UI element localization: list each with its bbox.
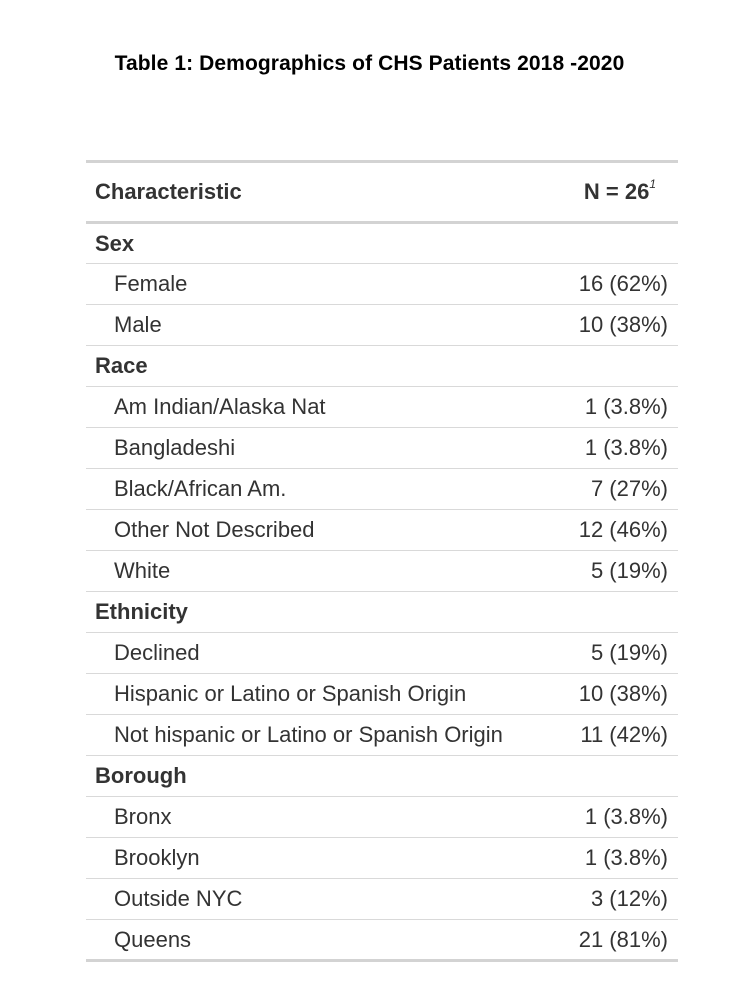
row-value: 5 (19%) (563, 633, 678, 674)
table-row (86, 387, 678, 428)
row-label: Bangladeshi (86, 428, 563, 469)
row-value: 5 (19%) (563, 551, 678, 592)
table-row (86, 879, 678, 920)
row-value: 1 (3.8%) (563, 838, 678, 879)
group-label: Borough (86, 756, 563, 797)
row-label: Bronx (86, 797, 563, 838)
row-label: Outside NYC (86, 879, 563, 920)
table-row (86, 797, 678, 838)
row-label: Brooklyn (86, 838, 563, 879)
row-label: Female (86, 264, 563, 305)
row-value: 3 (12%) (563, 879, 678, 920)
table-row (86, 838, 678, 879)
table-row (86, 551, 678, 592)
table-title: Table 1: Demographics of CHS Patients 2018 -2020 (114, 52, 625, 75)
group-label: Race (86, 346, 563, 387)
row-label: White (86, 551, 563, 592)
table-row (86, 264, 678, 305)
row-value: 1 (3.8%) (563, 428, 678, 469)
row-label: Other Not Described (86, 510, 563, 551)
group-label: Sex (86, 223, 563, 264)
table-body (86, 223, 678, 961)
row-value: 1 (3.8%) (563, 387, 678, 428)
row-value: 1 (3.8%) (563, 797, 678, 838)
table-header (86, 162, 678, 223)
n-header-label: N = 26 (583, 179, 650, 204)
characteristic-header: Characteristic (86, 162, 563, 223)
row-value: 11 (42%) (563, 715, 678, 756)
row-label: Queens (86, 920, 563, 961)
row-label: Declined (86, 633, 563, 674)
row-label: Black/African Am. (86, 469, 563, 510)
row-value: 10 (38%) (563, 305, 678, 346)
row-value: 16 (62%) (563, 264, 678, 305)
table-row (86, 715, 678, 756)
table-row (86, 510, 678, 551)
group-row (86, 346, 678, 387)
row-label: Am Indian/Alaska Nat (86, 387, 563, 428)
table-row (86, 305, 678, 346)
row-label: Male (86, 305, 563, 346)
demographics-table (86, 160, 678, 962)
table-row (86, 674, 678, 715)
row-value: 7 (27%) (563, 469, 678, 510)
group-row (86, 756, 678, 797)
header-row (86, 162, 678, 223)
row-label: Hispanic or Latino or Spanish Origin (86, 674, 563, 715)
row-label: Not hispanic or Latino or Spanish Origin (86, 715, 563, 756)
row-value: 10 (38%) (563, 674, 678, 715)
demographics-table-container (86, 160, 678, 962)
footnote-marker: 1 (649, 177, 656, 191)
row-value: 12 (46%) (563, 510, 678, 551)
group-value-empty (563, 592, 678, 633)
group-value-empty (563, 756, 678, 797)
group-row (86, 223, 678, 264)
group-label: Ethnicity (86, 592, 563, 633)
group-value-empty (563, 223, 678, 264)
group-row (86, 592, 678, 633)
n-header (563, 162, 678, 223)
table-row (86, 469, 678, 510)
table-row (86, 428, 678, 469)
table-row (86, 920, 678, 961)
group-value-empty (563, 346, 678, 387)
row-value: 21 (81%) (563, 920, 678, 961)
table-row (86, 633, 678, 674)
